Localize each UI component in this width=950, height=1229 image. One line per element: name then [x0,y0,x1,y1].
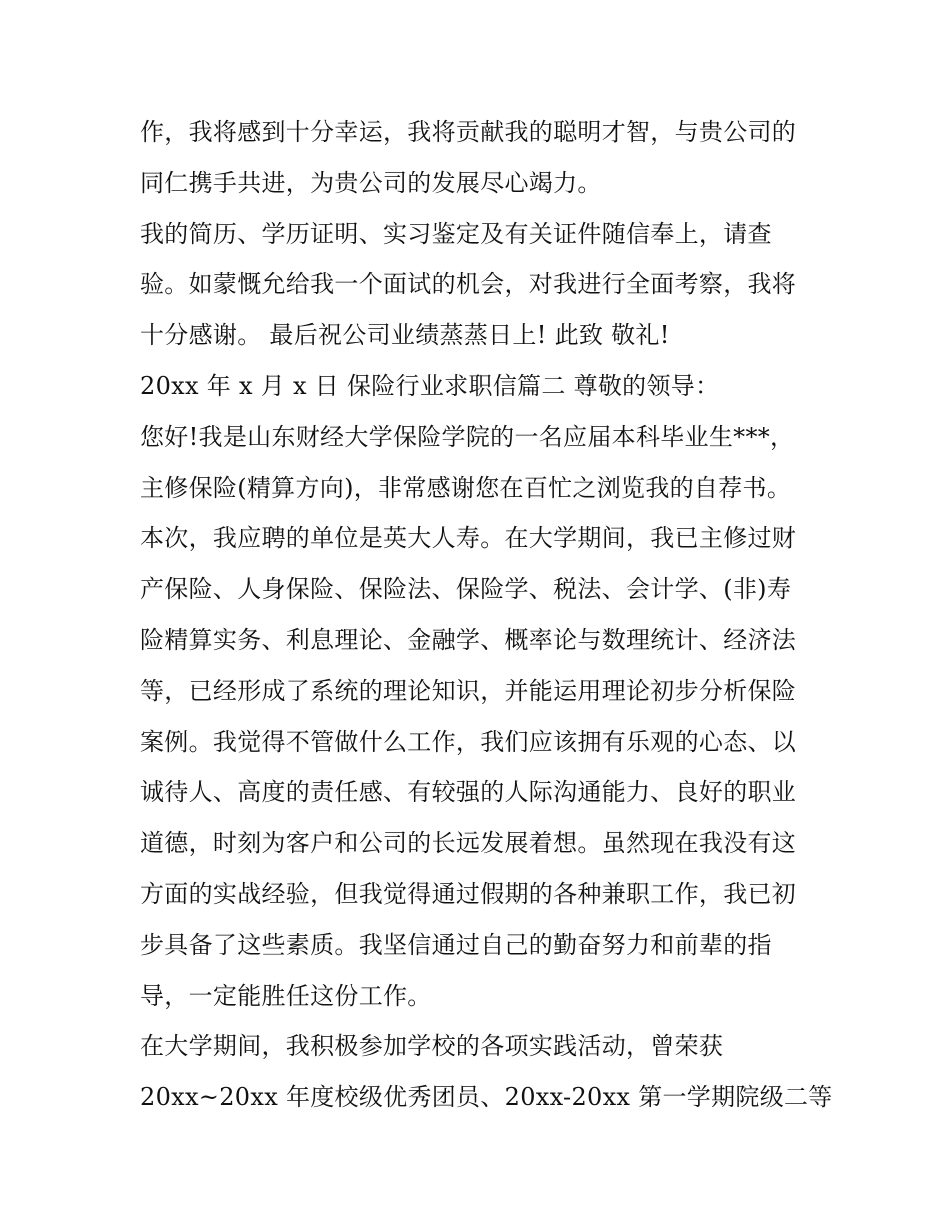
text-line: 案例。我觉得不管做什么工作，我们应该拥有乐观的心态、以 [140,727,797,756]
text-line: 等，已经形成了系统的理论知识，并能运用理论初步分析保险 [140,676,797,705]
text-line: 同仁携手共进，为贵公司的发展尽心竭力。 [140,168,602,197]
text-line: 我的简历、学历证明、实习鉴定及有关证件随信奉上，请查 [140,219,772,248]
text-line: 诚待人、高度的责任感、有较强的人际沟通能力、良好的职业 [140,778,797,807]
text-line: 主修保险(精算方向)，非常感谢您在百忙之浏览我的自荐书。 [140,473,792,502]
text-line: 验。如蒙慨允给我一个面试的机会，对我进行全面考察，我将 [140,270,797,299]
text-line: 步具备了这些素质。我坚信通过自己的勤奋努力和前辈的指 [140,930,772,959]
text-line: 险精算实务、利息理论、金融学、概率论与数理统计、经济法 [140,625,797,654]
text-line: 道德，时刻为客户和公司的长远发展着想。虽然现在我没有这 [140,829,797,858]
text-line: 作，我将感到十分幸运，我将贡献我的聪明才智，与贵公司的 [140,118,797,146]
text-line: 20xx~20xx 年度校级优秀团员、20xx-20xx 第一学期院级二等 [140,1083,833,1112]
text-line: 导，一定能胜任这份工作。 [140,981,432,1010]
text-line: 方面的实战经验，但我觉得通过假期的各种兼职工作，我已初 [140,879,797,908]
text-line: 在大学期间，我积极参加学校的各项实践活动，曾荣获 [140,1032,724,1061]
text-line: 20xx 年 x 月 x 日 保险行业求职信篇二 尊敬的领导： [140,371,720,400]
body-text [140,107,833,1123]
text-line: 十分感谢。 最后祝公司业绩蒸蒸日上! 此致 敬礼! [140,321,670,350]
text-line: 本次，我应聘的单位是英大人寿。在大学期间，我已主修过财 [140,524,797,553]
text-line: 产保险、人身保险、保险法、保险学、税法、会计学、(非)寿 [140,575,792,604]
text-line: 您好!我是山东财经大学保险学院的一名应届本科毕业生***， [140,422,795,451]
